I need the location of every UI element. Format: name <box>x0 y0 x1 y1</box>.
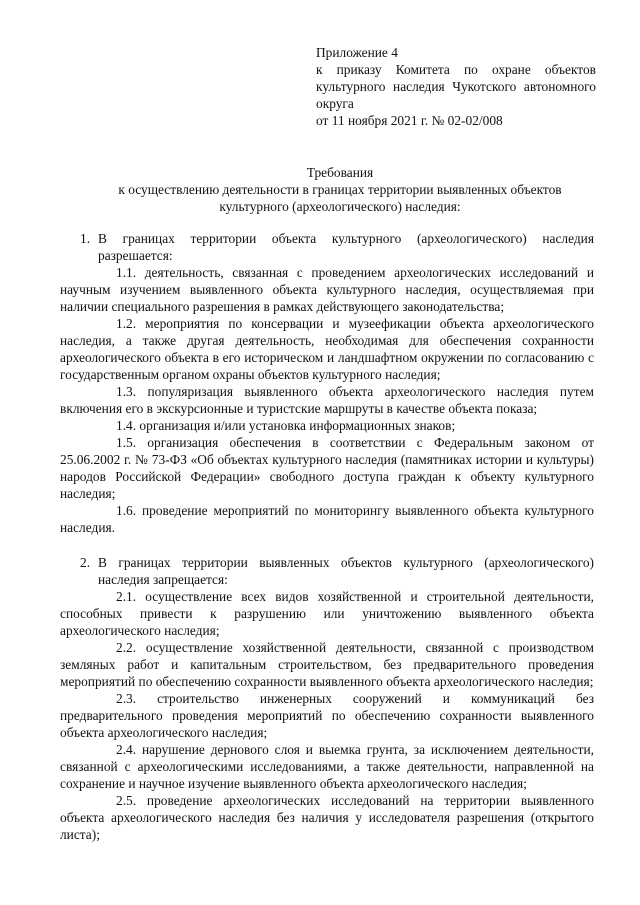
title-line-3: культурного (археологического) наследия: <box>219 199 461 214</box>
section-heading-text: В границах территории выявленных объектов культурного (археологического) наследия запрещается: <box>98 555 594 587</box>
list-item: 1.5. организация обеспечения в соответствии с Федеральным законом от 25.06.2002 г. № 73-ФЗ «Об объектах культурного наследия (памятниках истории и культуры) народов Российской Федерации» свободного доступа граждан к объекту культурного наследия; <box>60 435 594 501</box>
section-prohibited <box>60 554 594 843</box>
section-permitted <box>60 230 594 536</box>
list-item: 1.3. популяризация выявленного объекта археологического наследия путем включения его в экскурсионные и туристские маршруты в качестве объекта показа; <box>60 384 594 416</box>
section-number: 1. <box>80 231 91 246</box>
section-heading <box>60 554 594 588</box>
document-body <box>60 230 594 843</box>
appendix-order-date: от 11 ноября 2021 г. № 02-02/008 <box>316 113 503 128</box>
list-item: 2.3. строительство инженерных сооружений и коммуникаций без предварительного проведения мероприятий по обеспечению сохранности выявленного объекта археологического наследия; <box>60 691 594 740</box>
list-item: 2.1. осуществление всех видов хозяйственной и строительной деятельности, способных привести к разрушению или уничтожению выявленного объекта археологического наследия; <box>60 589 594 638</box>
section-spacer <box>60 536 594 554</box>
appendix-number: Приложение 4 <box>316 45 398 60</box>
section-number: 2. <box>80 555 91 570</box>
title-line-1: Требования <box>306 165 374 180</box>
section-heading-text: В границах территории объекта культурного (археологического) наследия разрешается: <box>98 231 594 263</box>
document-title <box>60 164 620 215</box>
title-line-2: к осуществлению деятельности в границах территории выявленных объектов <box>118 182 562 197</box>
list-item: 1.2. мероприятия по консервации и музеефикации объекта археологического наследия, а также другая деятельность, необходимая для обеспечения сохранности археологического объекта в его историческом и ландшафтном окружении по согласованию с государственным органом охраны объектов культурного наследия; <box>60 316 594 382</box>
list-item: 1.4. организация и/или установка информационных знаков; <box>116 418 456 433</box>
list-item: 2.4. нарушение дернового слоя и выемка грунта, за исключением деятельности, связанной с археологическими исследованиями, а также деятельности, направленной на сохранение и научное изучение выявленного объекта археологического наследия; <box>60 742 594 791</box>
list-item: 2.5. проведение археологических исследований на территории выявленного объекта археологического наследия без наличия у исследователя разрешения (открытого листа); <box>60 793 594 842</box>
list-item: 2.2. осуществление хозяйственной деятельности, связанной с производством земляных работ и капитальным строительством, без предварительного проведения мероприятий по обеспечению сохранности выявленного объекта археологического наследия; <box>60 640 594 689</box>
list-item: 1.6. проведение мероприятий по мониторингу выявленного объекта культурного наследия. <box>60 503 594 535</box>
list-item: 1.1. деятельность, связанная с проведением археологических исследований и научным изучением выявленного объекта культурного наследия, осуществляемая при наличии специального разрешения в рамках действующего законодательства; <box>60 265 594 314</box>
appendix-header <box>316 44 596 129</box>
section-heading <box>60 230 594 264</box>
appendix-order-reference: к приказу Комитета по охране объектов культурного наследия Чукотского автономного округа <box>316 62 596 111</box>
